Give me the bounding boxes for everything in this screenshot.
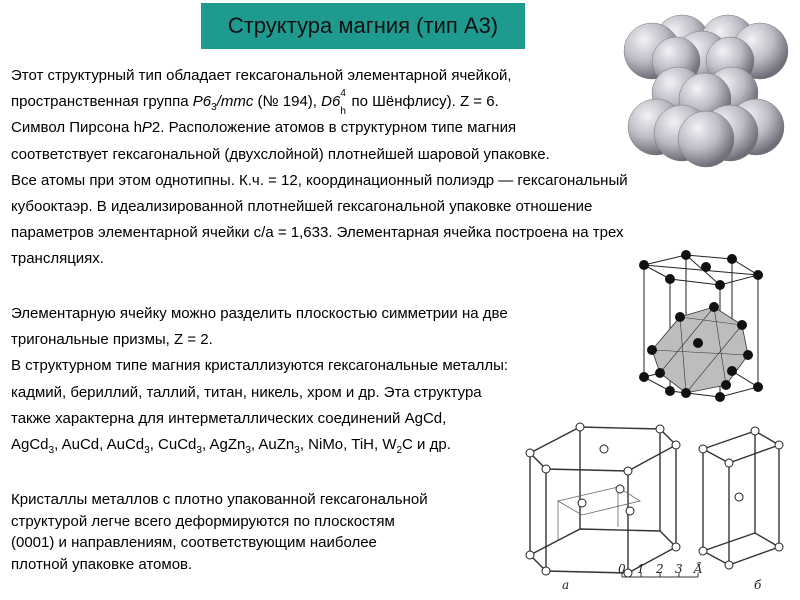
text-line: кубооктаэр. В идеализированной плотнейшей гексагональной упаковке отношение xyxy=(11,198,593,216)
paragraph-structure-type xyxy=(11,63,628,273)
text-line: В структурном типе магния кристаллизуются гексагональные металлы: xyxy=(11,357,509,375)
cuboctahedron-shape xyxy=(652,307,748,393)
hexagonal-prism-a-diagram xyxy=(520,415,690,585)
label-a: а xyxy=(562,578,570,592)
text-line-pearson: Символ Пирсона hP2. Расположение атомов в структурном типе магния xyxy=(11,119,517,137)
text-line: Элементарную ячейку можно разделить плоскостью симметрии на две xyxy=(11,305,508,322)
text-line: (0001) и направлениям, соответствующим наиболее xyxy=(11,534,377,551)
text-line: Этот структурный тип обладает гексагональной элементарной ячейкой, xyxy=(11,67,512,84)
text-line: кадмий, бериллий, таллий, титан, никель, хром и др. Эта структура xyxy=(11,383,482,401)
scale-unit: Å xyxy=(694,562,703,576)
text-line: тригональные призмы, Z = 2. xyxy=(11,331,213,349)
scale-tick-1: 1 xyxy=(637,562,645,576)
scale-tick-0: 0 xyxy=(618,562,626,576)
scale-tick-2: 2 xyxy=(656,562,664,576)
text-line: структурой легче всего деформируются по плоскостям xyxy=(11,512,395,530)
text-line: параметров элементарной ячейки c/a = 1,633. Элементарная ячейка построена на трех xyxy=(11,224,624,242)
text-line: трансляциях. xyxy=(11,250,104,268)
text-line-space-group: пространственная группа $P6_3$/mmc (№ 194), D6 4 h по Шёнфлису). Z = 6. xyxy=(11,88,499,118)
text-line-compounds: AgCd$_3$, AuCd, AuCd$_3$, CuCd$_3$, AgZn$_3$, AuZn$_3$, NiMo, TiH, $W_2C$ и др. xyxy=(11,436,451,457)
scale-tick-3: 3 xyxy=(675,562,683,576)
figure-caption-scale xyxy=(540,562,790,597)
sphere-packing-illustration xyxy=(620,5,790,170)
label-b: б xyxy=(754,578,762,592)
text-line: Кристаллы металлов с плотно упакованной гексагональной xyxy=(11,491,428,508)
trigonal-prism-b-diagram xyxy=(695,425,790,575)
paragraph-deformation xyxy=(11,489,428,575)
paragraph-metals xyxy=(11,301,508,458)
text-line: Все атомы при этом однотипны. К.ч. = 12, координационный полиэдр — гексагональный xyxy=(11,171,628,189)
text-line: также характерна для интерметаллических соединений AgCd, xyxy=(11,409,447,427)
text-line: плотной упаковке атомов. xyxy=(11,555,193,573)
slide-title: Структура магния (тип А3) xyxy=(201,3,525,49)
text-line: соответствует гексагональной (двухслойной) плотнейшей шаровой упаковке. xyxy=(11,145,550,163)
hexagonal-cell-polyhedron-diagram xyxy=(630,245,780,420)
